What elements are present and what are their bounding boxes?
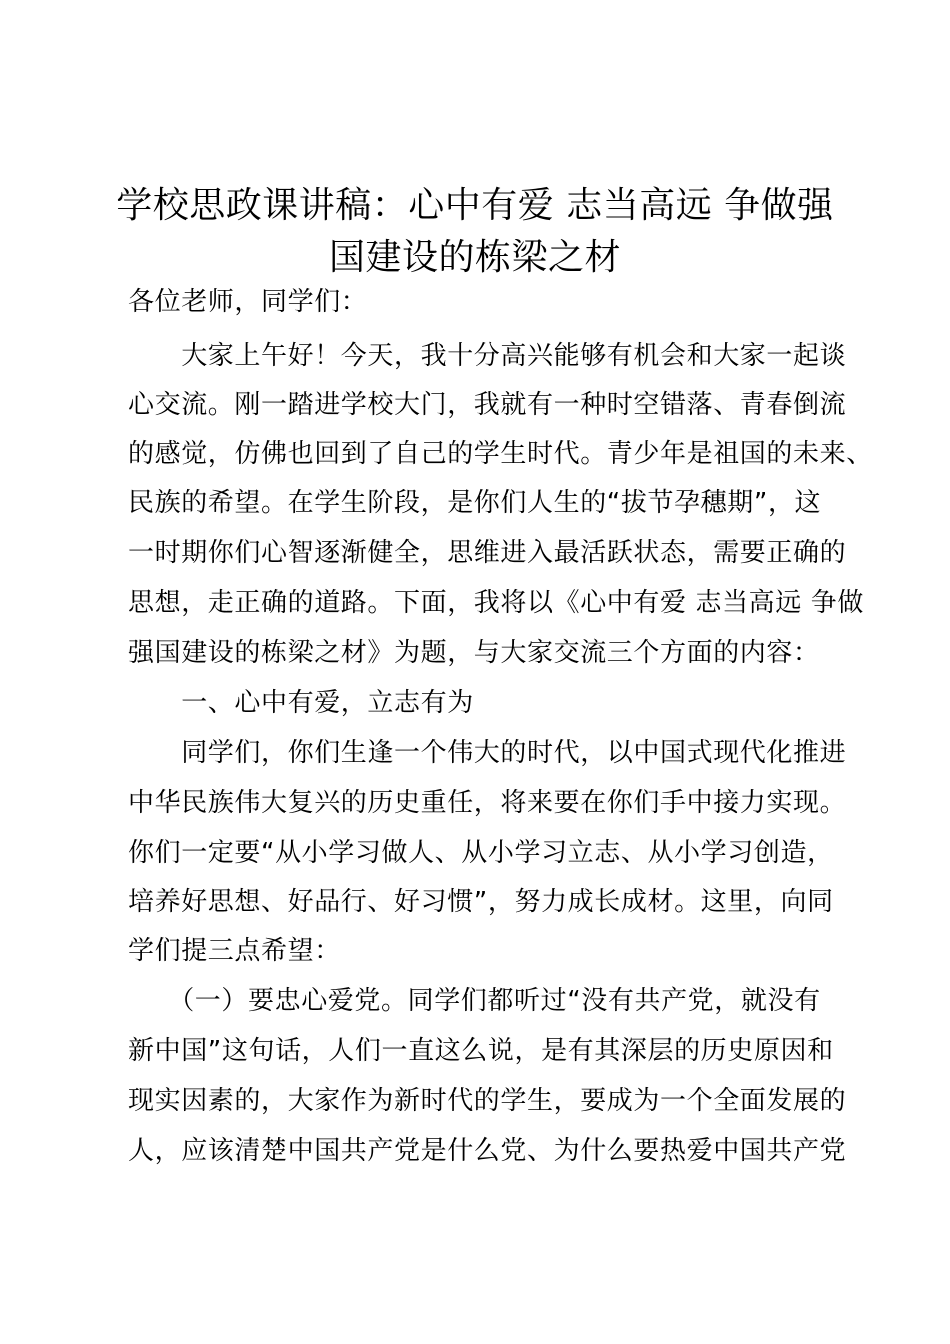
body-line: 一时期你们心智逐渐健全，思维进入最活跃状态，需要正确的 — [128, 538, 847, 568]
body-line: 民族的希望。在学生阶段，是你们人生的“拔节孕穗期”，这 — [128, 488, 822, 518]
body-line: 中华民族伟大复兴的历史重任，将来要在你们手中接力实现。 — [128, 788, 847, 818]
salutation: 各位老师，同学们： — [128, 287, 368, 317]
body-line: 你们一定要“从小学习做人、从小学习立志、从小学习创造， — [128, 838, 834, 868]
body-line: （一）要忠心爱党。同学们都听过“没有共产党，就没有 — [128, 986, 821, 1016]
body-line: 大家上午好！今天，我十分高兴能够有机会和大家一起谈 — [128, 341, 847, 371]
body-line: 新中国”这句话，人们一直这么说，是有其深层的历史原因和 — [128, 1036, 834, 1066]
body-line: 同学们，你们生逢一个伟大的时代，以中国式现代化推进 — [128, 738, 847, 768]
body-line: 人，应该清楚中国共产党是什么党、为什么要热爱中国共产党 — [128, 1136, 847, 1166]
body-line: 思想，走正确的道路。下面，我将以《心中有爱 志当高远 争做 — [128, 588, 864, 618]
section-heading: 一、心中有爱，立志有为 — [128, 688, 474, 718]
body-line: 的感觉，仿佛也回到了自己的学生时代。青少年是祖国的未来、 — [128, 439, 873, 469]
body-line: 现实因素的，大家作为新时代的学生，要成为一个全面发展的 — [128, 1086, 847, 1116]
body-line: 学们提三点希望： — [128, 936, 341, 966]
body-line: 心交流。刚一踏进学校大门，我就有一种时空错落、青春倒流 — [128, 390, 847, 420]
body-line: 强国建设的栋梁之材》为题，与大家交流三个方面的内容： — [128, 638, 820, 668]
document-title-line-2: 国建设的栋梁之材 — [328, 237, 621, 278]
document-title-line-1: 学校思政课讲稿：心中有爱 志当高远 争做强 — [116, 185, 834, 226]
body-line: 培养好思想、好品行、好习惯”，努力成长成材。这里，向同 — [128, 887, 834, 917]
